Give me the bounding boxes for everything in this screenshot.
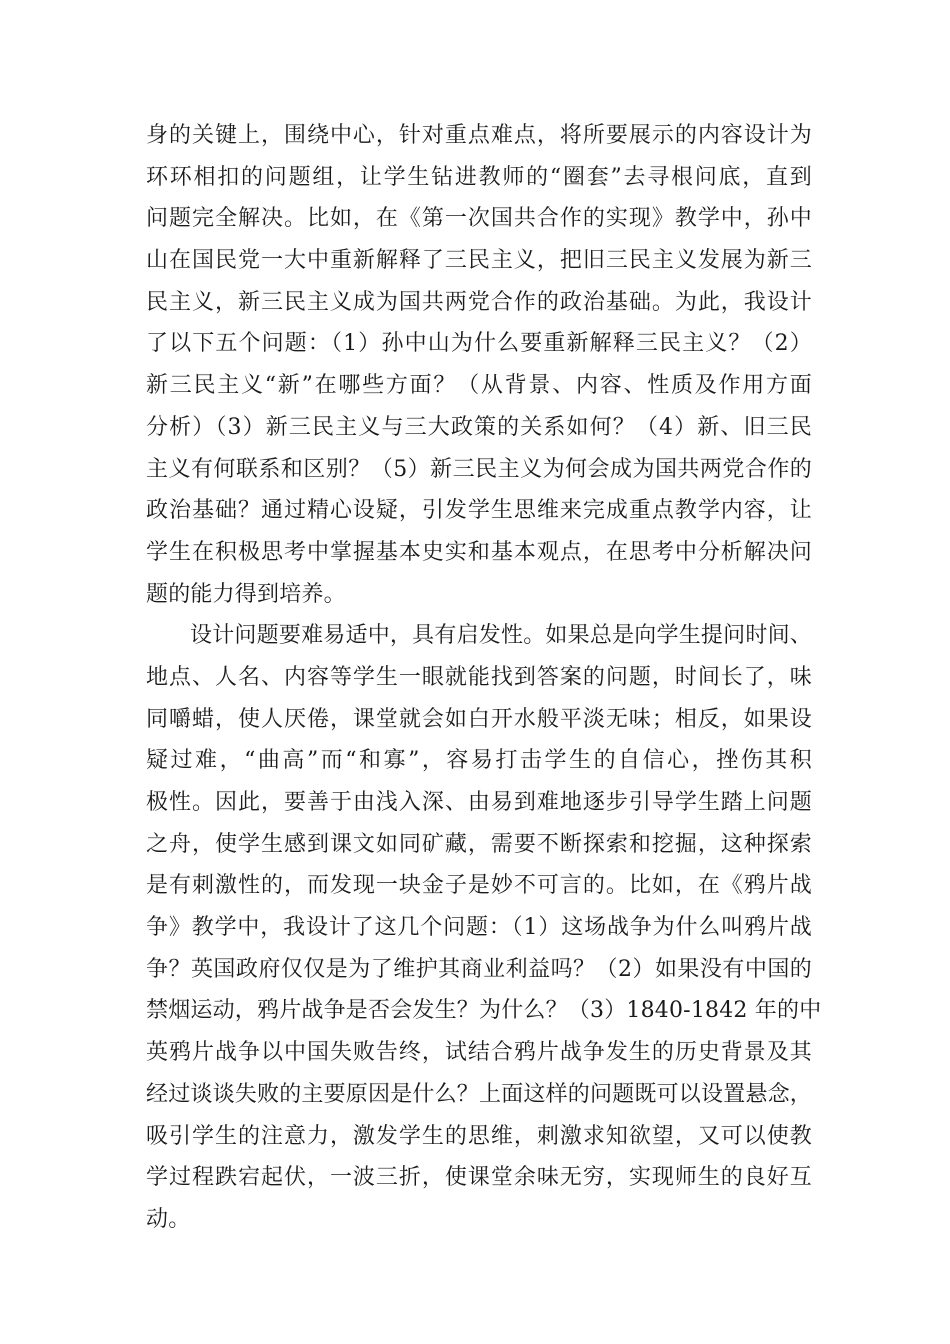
text-line: 经过谈谈失败的主要原因是什么？上面这样的问题既可以设置悬念， <box>146 1081 813 1107</box>
paragraph-1 <box>146 115 812 615</box>
text-line: 争》教学中，我设计了这几个问题：（1）这场战争为什么叫鸦片战 <box>146 915 812 941</box>
text-line: 同嚼蜡，使人厌倦，课堂就会如白开水般平淡无味；相反，如果设 <box>146 706 812 732</box>
text-line: 学过程跌宕起伏，一波三折，使课堂余味无穷，实现师生的良好互 <box>146 1165 812 1191</box>
text-line: 民主义，新三民主义成为国共两党合作的政治基础。为此，我设计 <box>146 289 812 315</box>
text-line: 题的能力得到培养。 <box>146 581 346 607</box>
text-line: 是有刺激性的，而发现一块金子是妙不可言的。比如，在《鸦片战 <box>146 873 812 899</box>
text-line: 之舟，使学生感到课文如同矿藏，需要不断探索和挖掘，这种探索 <box>146 831 812 857</box>
text-line: 环环相扣的问题组，让学生钻进教师的“圈套”去寻根问底，直到 <box>146 164 812 190</box>
text-line: 分析）（3）新三民主义与三大政策的关系如何？（4）新、旧三民 <box>146 414 812 440</box>
paragraph-2 <box>146 615 822 1240</box>
text-line: 政治基础？通过精心设疑，引发学生思维来完成重点教学内容，让 <box>146 498 812 524</box>
text-line: 设计问题要难易适中，具有启发性。如果总是向学生提问时间、 <box>190 623 812 649</box>
body-text <box>146 115 822 1241</box>
text-line: 身的关键上，围绕中心，针对重点难点，将所要展示的内容设计为 <box>146 123 812 148</box>
text-line: 英鸦片战争以中国失败告终，试结合鸦片战争发生的历史背景及其 <box>146 1040 812 1066</box>
text-line: 问题完全解决。比如，在《第一次国共合作的实现》教学中，孙中 <box>146 206 812 232</box>
text-line: 地点、人名、内容等学生一眼就能找到答案的问题，时间长了，味 <box>146 664 812 690</box>
text-line: 了以下五个问题：（1）孙中山为什么要重新解释三民主义？（2） <box>146 331 812 357</box>
text-line: 禁烟运动，鸦片战争是否会发生？为什么？（3）1840-1842 年的中 <box>146 998 822 1024</box>
text-line: 极性。因此，要善于由浅入深、由易到难地逐步引导学生踏上问题 <box>146 790 812 815</box>
text-line: 争？英国政府仅仅是为了维护其商业利益吗？（2）如果没有中国的 <box>146 956 812 982</box>
text-line: 学生在积极思考中掌握基本史实和基本观点，在思考中分析解决问 <box>146 539 812 565</box>
text-line: 主义有何联系和区别？（5）新三民主义为何会成为国共两党合作的 <box>146 456 812 482</box>
text-line: 山在国民党一大中重新解释了三民主义，把旧三民主义发展为新三 <box>146 248 812 274</box>
text-line: 新三民主义“新”在哪些方面？（从背景、内容、性质及作用方面 <box>146 373 812 399</box>
text-line: 吸引学生的注意力，激发学生的思维，刺激求知欲望，又可以使教 <box>146 1123 812 1149</box>
text-line: 疑过难，“曲高”而“和寡”，容易打击学生的自信心，挫伤其积 <box>146 748 812 774</box>
text-line: 动。 <box>146 1206 191 1232</box>
